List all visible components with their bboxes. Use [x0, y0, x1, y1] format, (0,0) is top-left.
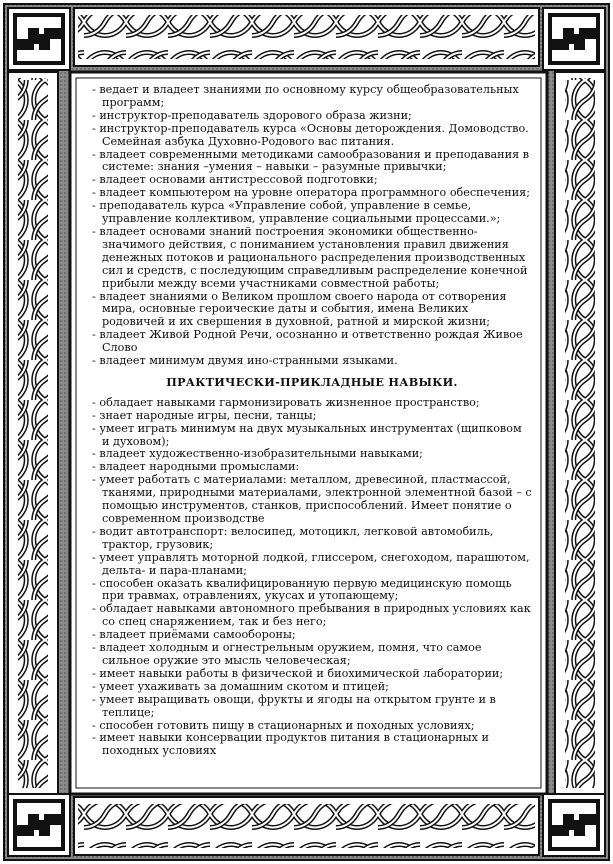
list-item: - владеет Живой Родной Речи, осознанно и ответственно рождая Живое Слово [92, 328, 523, 355]
skills-list-general [92, 84, 532, 368]
list-item: - инструктор-преподаватель курса «Основы деторождения. Домоводство. Семейная азбука Духовно-Родового вас питания. [92, 121, 529, 148]
list-item: - обладает навыками автономного пребывания в природных условиях как со спец снаряжением, так и без него; [92, 602, 531, 629]
list-item: - обладает навыками гармонизировать жизненное пространство; [92, 395, 480, 409]
list-item: - владеет основами знаний построения экономики общественно-значимого действия, с пониманием установления правил движения денежных потоков и рационального распределения производственных сил и средств, с последующим справедливым распределение конечной прибыли между всеми участниками совместной работы; [92, 224, 528, 290]
corner-br [543, 794, 605, 856]
list-item: - способен оказать квалифицированную первую медицинскую помощь при травмах, отравлениях, укусах и утопающему; [92, 576, 512, 603]
list-item: - преподаватель курса «Управление собой, управление в семье, управление коллективом, управление социальными процессами.»; [92, 199, 501, 226]
list-item: - умеет работать с материалами: металлом, древесиной, пластмассой, тканями, природными материалами, электронной элементной базой – с помощью инструментов, станков, приспособлений. Имеет понятие о современном производстве [92, 473, 532, 525]
list-item: - владеет народными промыслами: [92, 460, 300, 474]
list-item: - имеет навыки работы в физической и биохимической лаборатории; [92, 666, 504, 680]
list-item: - способен готовить пищу в стационарных и походных условиях; [92, 718, 475, 732]
corner-tl [8, 8, 70, 70]
list-item: - владеет холодным и огнестрельным оружием, помня, что самое сильное оружие это мысль человеческая; [92, 641, 482, 667]
section-heading: ПРАКТИЧЕСКИ-ПРИКЛАДНЫЕ НАВЫКИ. [166, 374, 458, 389]
document-body [92, 84, 532, 784]
list-item: - водит автотранспорт: велосипед, мотоцикл, легковой автомобиль, трактор, грузовик; [92, 524, 494, 551]
list-item: - умеет играть минимум на двух музыкальных инструментах (щипковом и духовом); [92, 421, 522, 448]
list-item: - владеет компьютером на уровне оператора программного обеспечения; [92, 186, 531, 200]
list-item: - ведает и владеет знаниями по основному курсу общеобразовательных программ; [92, 83, 519, 109]
list-item: - владеет художественно-изобразительными навыками; [92, 447, 423, 461]
list-item: - владеет современными методиками самообразования и преподавания в системе: знания –умения – навыки – разумные привычки; [92, 147, 529, 174]
list-item: - владеет основами антистрессовой подготовки; [92, 173, 378, 187]
list-item: - имеет навыки консервации продуктов питания в стационарных и походных условиях [92, 731, 489, 758]
corner-tr [543, 8, 605, 70]
list-item: - владеет минимум двумя ино-странными языками. [92, 354, 398, 368]
list-item: - владеет знаниями о Великом прошлом своего народа от сотворения мира, основные героические даты и события, имена Великих родовичей и их свершения в духовной, ратной и мирской жизни; [92, 289, 507, 329]
list-item: - знает народные игры, песни, танцы; [92, 408, 317, 422]
list-item: - умеет выращивать овощи, фрукты и ягоды на открытом грунте и в теплице; [92, 692, 496, 719]
list-item: - инструктор-преподаватель здорового образа жизни; [92, 108, 412, 122]
list-item: - владеет приёмами самообороны; [92, 628, 296, 642]
list-item: - умеет управлять моторной лодкой, глиссером, снегоходом, парашютом, дельта- и пара-планами; [92, 550, 530, 577]
skills-list-practical [92, 397, 532, 758]
list-item: - умеет ухаживать за домашним скотом и птицей; [92, 679, 389, 693]
corner-bl [8, 794, 70, 856]
